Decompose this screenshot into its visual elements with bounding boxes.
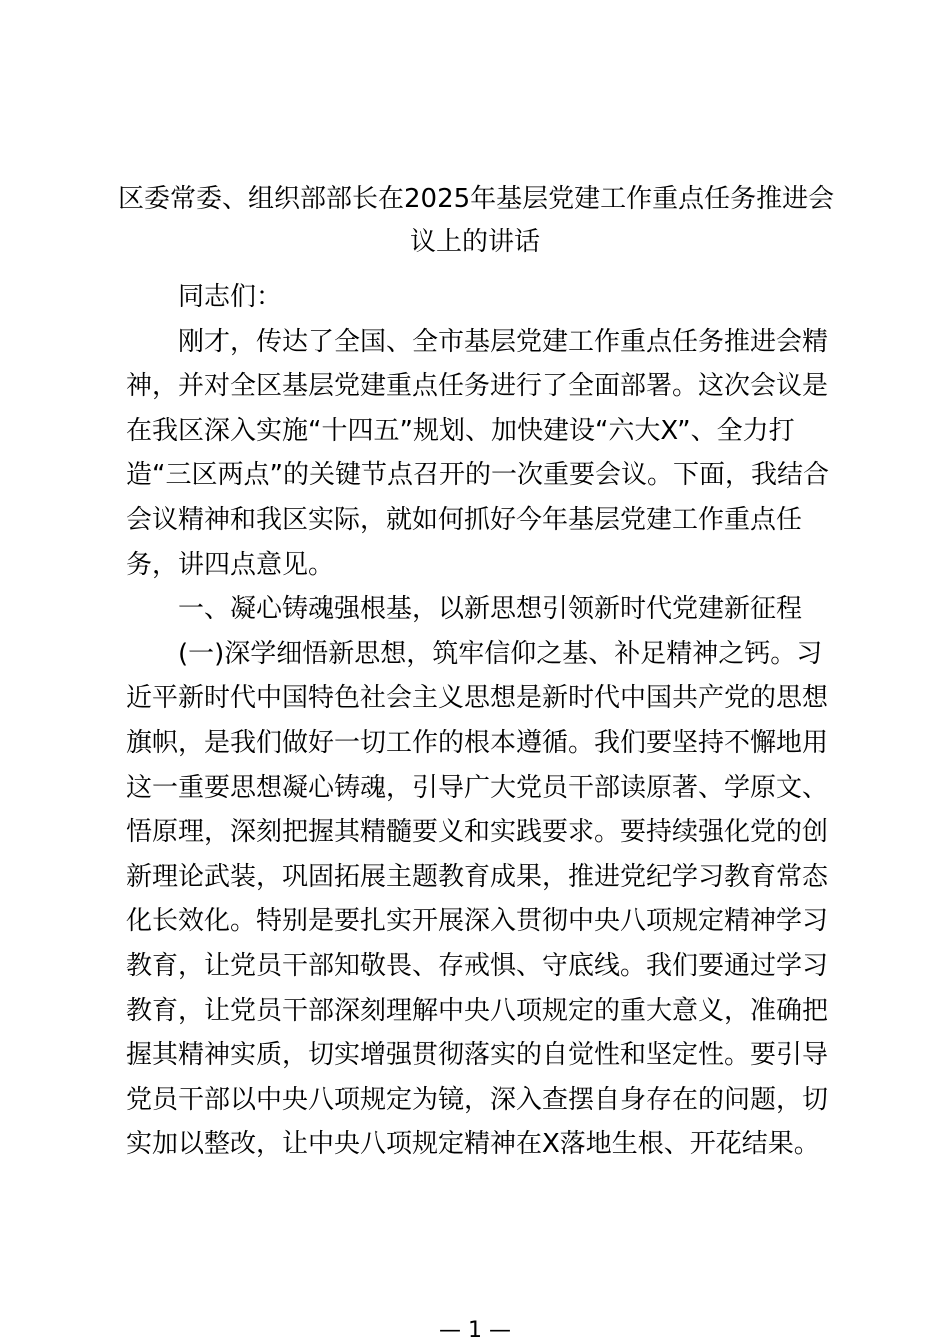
body-line: 化长效化。特别是要扎实开展深入贯彻中央八项规定精神学习 <box>126 906 829 937</box>
body-line: 教育，让党员干部深刻理解中央八项规定的重大意义，准确把 <box>126 995 829 1026</box>
body-line: 神，并对全区基层党建重点任务进行了全面部署。这次会议是 <box>126 371 829 402</box>
body-line: 党员干部以中央八项规定为镜，深入查摆自身存在的问题，切 <box>126 1084 829 1115</box>
body-line: 近平新时代中国特色社会主义思想是新时代中国共产党的思想 <box>126 683 829 714</box>
body-line: 悟原理，深刻把握其精髓要义和实践要求。要持续强化党的创 <box>126 817 829 848</box>
body-line: (一)深学细悟新思想，筑牢信仰之基、补足精神之钙。习 <box>178 638 823 669</box>
page-number: — 1 — <box>439 1318 511 1343</box>
body-line: 造“三区两点”的关键节点召开的一次重要会议。下面，我结合 <box>126 460 829 491</box>
body-line: 这一重要思想凝心铸魂，引导广大党员干部读原著、学原文、 <box>126 772 829 803</box>
body-line: 实加以整改，让中央八项规定精神在X落地生根、开花结果。 <box>126 1129 820 1160</box>
body-line: 同志们： <box>178 282 283 312</box>
body-line: 新理论武装，巩固拓展主题教育成果，推进党纪学习教育常态 <box>126 861 829 892</box>
body-line: 教育，让党员干部知敬畏、存戒惧、守底线。我们要通过学习 <box>126 950 829 981</box>
body-line: 一、凝心铸魂强根基，以新思想引领新时代党建新征程 <box>178 594 803 625</box>
document-title <box>118 178 835 264</box>
title-line-1: 区委常委、组织部部长在2025年基层党建工作重点任务推进会 <box>118 184 835 214</box>
title-line-2: 议上的讲话 <box>409 227 540 257</box>
body-line: 会议精神和我区实际，就如何抓好今年基层党建工作重点任 <box>126 504 803 535</box>
body-line: 握其精神实质，切实增强贯彻落实的自觉性和坚定性。要引导 <box>126 1040 829 1071</box>
body-line: 在我区深入实施“十四五”规划、加快建设“六大X”、全力打 <box>126 415 795 446</box>
body-line: 旗帜，是我们做好一切工作的根本遵循。我们要坚持不懈地用 <box>126 727 829 758</box>
document-body <box>126 275 829 1167</box>
body-line: 刚才，传达了全国、全市基层党建工作重点任务推进会精 <box>178 326 829 357</box>
body-line: 务，讲四点意见。 <box>126 549 335 580</box>
